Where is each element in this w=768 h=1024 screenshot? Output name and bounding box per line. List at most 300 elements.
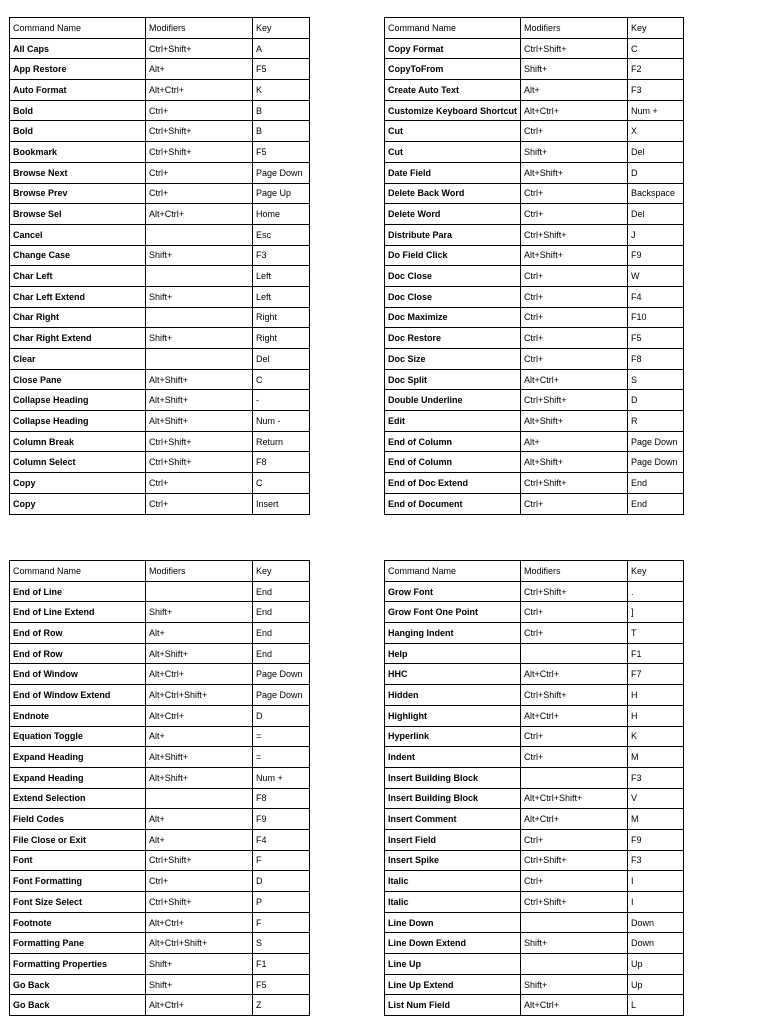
key-cell: K	[253, 80, 310, 101]
modifiers-cell: Alt+Shift+	[146, 390, 253, 411]
key-cell: F9	[253, 809, 310, 830]
header-command-name: Command Name	[10, 18, 146, 39]
table-row	[10, 685, 310, 706]
command-name-cell: Create Auto Text	[385, 80, 521, 101]
modifiers-cell: Shift+	[146, 954, 253, 975]
modifiers-cell: Ctrl+	[521, 493, 628, 514]
key-cell: C	[628, 38, 684, 59]
modifiers-cell: Ctrl+	[521, 286, 628, 307]
key-cell: F8	[253, 788, 310, 809]
modifiers-cell: Alt+	[146, 829, 253, 850]
command-name-cell: Char Left	[10, 266, 146, 287]
table-row	[10, 266, 310, 287]
command-name-cell: Browse Prev	[10, 183, 146, 204]
table-row	[385, 974, 684, 995]
header-modifiers: Modifiers	[521, 561, 628, 582]
table-row	[10, 38, 310, 59]
command-name-cell: Insert Building Block	[385, 788, 521, 809]
key-cell: F4	[253, 829, 310, 850]
key-cell: ]	[628, 602, 684, 623]
key-cell: F5	[628, 328, 684, 349]
key-cell: T	[628, 623, 684, 644]
shortcut-table-3	[9, 560, 310, 1016]
key-cell: F4	[628, 286, 684, 307]
key-cell: C	[253, 473, 310, 494]
table-row	[385, 809, 684, 830]
command-name-cell: Go Back	[10, 995, 146, 1016]
key-cell: Backspace	[628, 183, 684, 204]
key-cell: F5	[253, 974, 310, 995]
command-name-cell: Copy Format	[385, 38, 521, 59]
command-name-cell: Doc Maximize	[385, 307, 521, 328]
key-cell: F1	[628, 643, 684, 664]
command-name-cell: Footnote	[10, 912, 146, 933]
command-name-cell: End of Column	[385, 431, 521, 452]
key-cell: D	[253, 705, 310, 726]
modifiers-cell: Ctrl+	[146, 871, 253, 892]
command-name-cell: Cut	[385, 142, 521, 163]
key-cell: F3	[628, 767, 684, 788]
table-row	[385, 431, 684, 452]
table-row	[385, 664, 684, 685]
key-cell: Down	[628, 933, 684, 954]
key-cell: -	[253, 390, 310, 411]
key-cell: Page Down	[253, 664, 310, 685]
table-row	[385, 995, 684, 1016]
modifiers-cell: Ctrl+	[146, 183, 253, 204]
command-name-cell: Delete Word	[385, 204, 521, 225]
key-cell: Return	[253, 431, 310, 452]
table-row	[385, 623, 684, 644]
modifiers-cell: Alt+Shift+	[521, 411, 628, 432]
modifiers-cell: Alt+Ctrl+	[521, 369, 628, 390]
table-row	[10, 390, 310, 411]
table-row	[10, 245, 310, 266]
command-name-cell: Change Case	[10, 245, 146, 266]
table-row	[10, 142, 310, 163]
table-row	[10, 204, 310, 225]
table-row	[385, 788, 684, 809]
key-cell: F8	[628, 349, 684, 370]
table-row	[10, 349, 310, 370]
command-name-cell: Doc Split	[385, 369, 521, 390]
key-cell: F3	[628, 80, 684, 101]
table-row	[10, 871, 310, 892]
modifiers-cell: Ctrl+	[521, 349, 628, 370]
command-name-cell: All Caps	[10, 38, 146, 59]
table-row	[385, 726, 684, 747]
table-row	[10, 121, 310, 142]
key-cell: Page Up	[253, 183, 310, 204]
table-row	[385, 685, 684, 706]
key-cell: C	[253, 369, 310, 390]
command-name-cell: Expand Heading	[10, 747, 146, 768]
table-row	[385, 747, 684, 768]
command-name-cell: Cut	[385, 121, 521, 142]
command-name-cell: Doc Close	[385, 266, 521, 287]
table-row	[10, 100, 310, 121]
modifiers-cell: Ctrl+Shift+	[521, 850, 628, 871]
modifiers-cell: Shift+	[146, 602, 253, 623]
header-key: Key	[628, 561, 684, 582]
table-row	[385, 121, 684, 142]
modifiers-cell: Alt+Ctrl+	[521, 809, 628, 830]
modifiers-cell: Alt+	[146, 726, 253, 747]
command-name-cell: Bookmark	[10, 142, 146, 163]
modifiers-cell	[146, 307, 253, 328]
key-cell: F2	[628, 59, 684, 80]
modifiers-cell	[521, 643, 628, 664]
table-row	[385, 493, 684, 514]
table-row	[10, 224, 310, 245]
table-row	[10, 995, 310, 1016]
modifiers-cell	[146, 224, 253, 245]
table-row	[10, 286, 310, 307]
command-name-cell: Extend Selection	[10, 788, 146, 809]
command-name-cell: Insert Building Block	[385, 767, 521, 788]
key-cell: Del	[628, 204, 684, 225]
key-cell: =	[253, 726, 310, 747]
table-header-row	[10, 561, 310, 582]
key-cell: B	[253, 100, 310, 121]
table-row	[10, 452, 310, 473]
key-cell: K	[628, 726, 684, 747]
key-cell: End	[628, 473, 684, 494]
table-row	[385, 850, 684, 871]
key-cell: F3	[628, 850, 684, 871]
command-name-cell: Insert Comment	[385, 809, 521, 830]
modifiers-cell: Alt+Ctrl+Shift+	[521, 788, 628, 809]
command-name-cell: End of Document	[385, 493, 521, 514]
modifiers-cell: Ctrl+Shift+	[146, 431, 253, 452]
key-cell: Insert	[253, 493, 310, 514]
modifiers-cell: Shift+	[521, 933, 628, 954]
command-name-cell: Line Up	[385, 954, 521, 975]
table-row	[10, 493, 310, 514]
table-row	[385, 602, 684, 623]
command-name-cell: Help	[385, 643, 521, 664]
command-name-cell: Field Codes	[10, 809, 146, 830]
table-row	[10, 581, 310, 602]
command-name-cell: Bold	[10, 121, 146, 142]
key-cell: W	[628, 266, 684, 287]
key-cell: End	[253, 581, 310, 602]
modifiers-cell: Ctrl+	[146, 100, 253, 121]
modifiers-cell: Alt+Shift+	[146, 643, 253, 664]
command-name-cell: Distribute Para	[385, 224, 521, 245]
key-cell: F9	[628, 245, 684, 266]
key-cell: V	[628, 788, 684, 809]
modifiers-cell: Shift+	[146, 245, 253, 266]
table-row	[10, 767, 310, 788]
modifiers-cell: Alt+	[146, 623, 253, 644]
header-key: Key	[253, 561, 310, 582]
table-row	[385, 411, 684, 432]
key-cell: Page Down	[628, 431, 684, 452]
table-row	[10, 705, 310, 726]
command-name-cell: HHC	[385, 664, 521, 685]
table-row	[385, 892, 684, 913]
command-name-cell: Bold	[10, 100, 146, 121]
command-name-cell: Copy	[10, 493, 146, 514]
command-name-cell: Delete Back Word	[385, 183, 521, 204]
table-row	[385, 767, 684, 788]
table-row	[10, 328, 310, 349]
command-name-cell: Hidden	[385, 685, 521, 706]
modifiers-cell: Shift+	[521, 974, 628, 995]
modifiers-cell: Ctrl+Shift+	[521, 473, 628, 494]
key-cell: End	[253, 602, 310, 623]
key-cell: Down	[628, 912, 684, 933]
table-row	[10, 431, 310, 452]
table-row	[385, 183, 684, 204]
command-name-cell: End of Line	[10, 581, 146, 602]
table-row	[385, 349, 684, 370]
command-name-cell: Insert Spike	[385, 850, 521, 871]
command-name-cell: Browse Next	[10, 162, 146, 183]
command-name-cell: Go Back	[10, 974, 146, 995]
command-name-cell: Italic	[385, 892, 521, 913]
key-cell: Del	[628, 142, 684, 163]
table-row	[385, 452, 684, 473]
modifiers-cell: Ctrl+	[146, 493, 253, 514]
command-name-cell: Edit	[385, 411, 521, 432]
modifiers-cell	[521, 767, 628, 788]
key-cell: .	[628, 581, 684, 602]
table-row	[10, 954, 310, 975]
table-row	[10, 411, 310, 432]
table-row	[385, 286, 684, 307]
command-name-cell: Browse Sel	[10, 204, 146, 225]
key-cell: Home	[253, 204, 310, 225]
table-row	[385, 307, 684, 328]
key-cell: Page Down	[628, 452, 684, 473]
command-name-cell: Highlight	[385, 705, 521, 726]
modifiers-cell: Alt+Ctrl+	[521, 995, 628, 1016]
modifiers-cell: Ctrl+	[521, 204, 628, 225]
table-row	[10, 809, 310, 830]
key-cell: F3	[253, 245, 310, 266]
command-name-cell: Grow Font One Point	[385, 602, 521, 623]
modifiers-cell: Alt+Ctrl+	[146, 204, 253, 225]
command-name-cell: Doc Close	[385, 286, 521, 307]
header-command-name: Command Name	[385, 18, 521, 39]
key-cell: Right	[253, 328, 310, 349]
table-row	[10, 643, 310, 664]
command-name-cell: Indent	[385, 747, 521, 768]
command-name-cell: End of Window	[10, 664, 146, 685]
table-header-row	[385, 18, 684, 39]
command-name-cell: Font	[10, 850, 146, 871]
modifiers-cell: Ctrl+Shift+	[146, 452, 253, 473]
key-cell: F5	[253, 142, 310, 163]
table-row	[385, 204, 684, 225]
modifiers-cell: Ctrl+	[521, 602, 628, 623]
table-row	[10, 664, 310, 685]
table-row	[10, 933, 310, 954]
key-cell: H	[628, 705, 684, 726]
modifiers-cell: Alt+Ctrl+Shift+	[146, 933, 253, 954]
command-name-cell: Do Field Click	[385, 245, 521, 266]
key-cell: M	[628, 809, 684, 830]
key-cell: X	[628, 121, 684, 142]
table-row	[385, 162, 684, 183]
key-cell: Right	[253, 307, 310, 328]
key-cell: J	[628, 224, 684, 245]
command-name-cell: App Restore	[10, 59, 146, 80]
modifiers-cell: Alt+Shift+	[146, 411, 253, 432]
command-name-cell: Copy	[10, 473, 146, 494]
header-command-name: Command Name	[10, 561, 146, 582]
table-row	[10, 183, 310, 204]
modifiers-cell: Alt+Ctrl+	[146, 705, 253, 726]
header-key: Key	[253, 18, 310, 39]
command-name-cell: Italic	[385, 871, 521, 892]
key-cell: Up	[628, 954, 684, 975]
table-row	[10, 788, 310, 809]
modifiers-cell: Ctrl+	[521, 121, 628, 142]
key-cell: Page Down	[253, 685, 310, 706]
command-name-cell: Font Size Select	[10, 892, 146, 913]
table-row	[385, 266, 684, 287]
table-row	[385, 643, 684, 664]
command-name-cell: Endnote	[10, 705, 146, 726]
modifiers-cell: Alt+Shift+	[146, 767, 253, 788]
table-row	[10, 974, 310, 995]
modifiers-cell: Ctrl+Shift+	[521, 892, 628, 913]
modifiers-cell: Alt+Ctrl+	[521, 705, 628, 726]
table-row	[10, 726, 310, 747]
header-key: Key	[628, 18, 684, 39]
key-cell: Page Down	[253, 162, 310, 183]
modifiers-cell	[146, 581, 253, 602]
key-cell: F5	[253, 59, 310, 80]
table-row	[385, 38, 684, 59]
table-row	[10, 473, 310, 494]
table-row	[385, 142, 684, 163]
command-name-cell: Auto Format	[10, 80, 146, 101]
command-name-cell: End of Row	[10, 623, 146, 644]
modifiers-cell: Ctrl+Shift+	[521, 38, 628, 59]
modifiers-cell: Ctrl+	[521, 328, 628, 349]
modifiers-cell: Alt+Ctrl+	[146, 912, 253, 933]
modifiers-cell: Shift+	[146, 328, 253, 349]
modifiers-cell: Alt+	[521, 431, 628, 452]
key-cell: Left	[253, 286, 310, 307]
modifiers-cell: Ctrl+Shift+	[521, 581, 628, 602]
key-cell: R	[628, 411, 684, 432]
modifiers-cell: Alt+Shift+	[146, 369, 253, 390]
modifiers-cell: Ctrl+	[146, 162, 253, 183]
command-name-cell: Line Down Extend	[385, 933, 521, 954]
key-cell: S	[628, 369, 684, 390]
key-cell: L	[628, 995, 684, 1016]
modifiers-cell: Ctrl+	[521, 266, 628, 287]
table-row	[10, 162, 310, 183]
shortcut-table-1	[9, 17, 310, 515]
command-name-cell: End of Column	[385, 452, 521, 473]
modifiers-cell	[146, 349, 253, 370]
key-cell: I	[628, 871, 684, 892]
modifiers-cell: Ctrl+Shift+	[146, 121, 253, 142]
modifiers-cell: Alt+Ctrl+	[146, 80, 253, 101]
command-name-cell: Formatting Pane	[10, 933, 146, 954]
table-row	[10, 912, 310, 933]
key-cell: F1	[253, 954, 310, 975]
modifiers-cell: Alt+Ctrl+	[146, 995, 253, 1016]
command-name-cell: Line Up Extend	[385, 974, 521, 995]
modifiers-cell: Ctrl+Shift+	[521, 685, 628, 706]
command-name-cell: List Num Field	[385, 995, 521, 1016]
command-name-cell: Expand Heading	[10, 767, 146, 788]
table-row	[385, 912, 684, 933]
command-name-cell: Clear	[10, 349, 146, 370]
table-row	[385, 369, 684, 390]
modifiers-cell: Ctrl+	[521, 829, 628, 850]
modifiers-cell: Alt+Shift+	[521, 245, 628, 266]
table-header-row	[10, 18, 310, 39]
command-name-cell: Font Formatting	[10, 871, 146, 892]
command-name-cell: Line Down	[385, 912, 521, 933]
command-name-cell: Collapse Heading	[10, 390, 146, 411]
modifiers-cell: Alt+Ctrl+Shift+	[146, 685, 253, 706]
modifiers-cell: Ctrl+	[521, 623, 628, 644]
modifiers-cell: Ctrl+Shift+	[146, 38, 253, 59]
modifiers-cell: Ctrl+	[521, 871, 628, 892]
table-row	[385, 705, 684, 726]
modifiers-cell: Ctrl+	[146, 473, 253, 494]
table-row	[385, 581, 684, 602]
modifiers-cell: Ctrl+	[521, 726, 628, 747]
table-row	[385, 328, 684, 349]
command-name-cell: End of Window Extend	[10, 685, 146, 706]
modifiers-cell	[521, 954, 628, 975]
key-cell: F	[253, 912, 310, 933]
command-name-cell: End of Row	[10, 643, 146, 664]
table-row	[10, 369, 310, 390]
command-name-cell: Cancel	[10, 224, 146, 245]
modifiers-cell: Alt+Ctrl+	[521, 100, 628, 121]
table-row	[10, 829, 310, 850]
modifiers-cell: Ctrl+Shift+	[146, 850, 253, 871]
key-cell: Num -	[253, 411, 310, 432]
table-row	[10, 747, 310, 768]
modifiers-cell: Shift+	[146, 286, 253, 307]
command-name-cell: End of Line Extend	[10, 602, 146, 623]
command-name-cell: Column Break	[10, 431, 146, 452]
table-row	[385, 933, 684, 954]
table-row	[10, 602, 310, 623]
key-cell: F9	[628, 829, 684, 850]
modifiers-cell	[146, 266, 253, 287]
key-cell: Num +	[253, 767, 310, 788]
modifiers-cell: Shift+	[521, 142, 628, 163]
key-cell: End	[253, 643, 310, 664]
command-name-cell: File Close or Exit	[10, 829, 146, 850]
command-name-cell: Hanging Indent	[385, 623, 521, 644]
key-cell: D	[628, 162, 684, 183]
command-name-cell: Equation Toggle	[10, 726, 146, 747]
key-cell: A	[253, 38, 310, 59]
command-name-cell: Collapse Heading	[10, 411, 146, 432]
modifiers-cell: Ctrl+	[521, 183, 628, 204]
modifiers-cell: Alt+Shift+	[521, 452, 628, 473]
table-row	[385, 100, 684, 121]
table-row	[385, 59, 684, 80]
modifiers-cell: Ctrl+Shift+	[521, 390, 628, 411]
key-cell: Left	[253, 266, 310, 287]
modifiers-cell	[521, 912, 628, 933]
